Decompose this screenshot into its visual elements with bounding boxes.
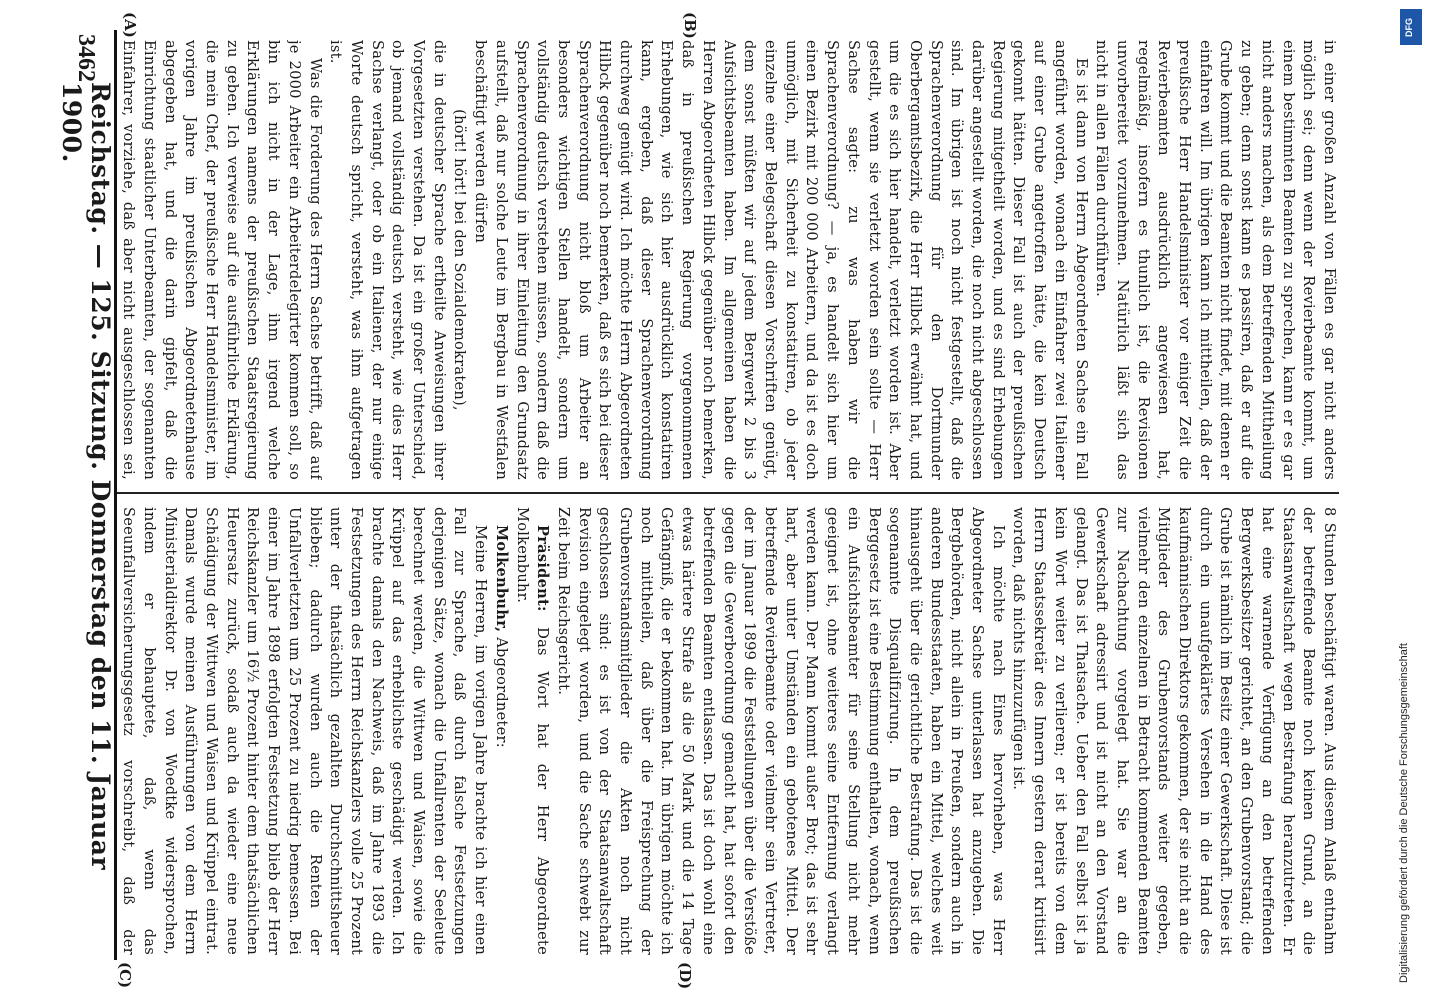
margin-mark-b: (B) <box>681 12 699 39</box>
dfg-logo <box>1400 9 1422 45</box>
speaker-president: Präsident: <box>534 525 552 612</box>
paragraph-text: Das Wort hat der Herr Abgeordnete Molkenbuhr. <box>513 507 552 955</box>
speaker-name: Molkenbuhr, <box>492 525 510 633</box>
page-header <box>57 34 115 960</box>
paragraph: Meine Herren, im vorigen Jahre brachte ich hier einen Fall zur Sprache, daß durch falsche Festsetzungen derjenigen Sätze, wonach die Unfallrenten der Seeleute berechnet werden, die Wittwen und Waisen, sowie die Krüppel auf das erheblichste geschädigt werden. Ich brachte damals den Nachweis, daß im Jahre 1893 die Festsetzungen des Herrn Reichskanzlers volle 25 Prozent unter der thatsächlich gezahlten Durchschnittsheuer blieben; dadurch wurden auch die Renten der Unfallverletzten um 25 Prozent zu niedrig bemessen. Bei einer im Jahre 1898 erfolgten Festsetzung blieb der Herr Reichskanzler um 16½ Prozent hinter dem thatsächlichen Heuersatz zurück, sodaß auch da wieder eine neue Schädigung der Wittwen und Waisen und Krüppel eintrat. Damals wurde meinen Ausführungen von dem Herrn Ministerialdirektor Dr. von Woedtke widersprochen, indem er behauptete, daß, wenn das Seeunfallversicherungsgesetz vorschreibt, daß der <box>120 507 490 955</box>
speaker-line <box>490 507 511 955</box>
paragraph-president <box>511 507 552 955</box>
page-number: 3462 <box>73 34 100 82</box>
paragraph: Ich möchte nach Eines hervorheben, was Herr Abgeordneter Sachse unterlassen hat anzugeben. Die Bergbehörden, nicht allein in Preußen, sondern auch in anderen Bundesstaaten, haben ein Mittel, welches weit hinausgeht über die gerichtliche Bestrafung. Das ist die sogenannte Disqualifizirung. In dem preußischen Berggesetz ist eine Bestimmung enthalten, wonach, wenn ein Aufsichtsbeamter für seine Stellung nicht mehr geeignet ist, ohne weiteres seine Entfernung verlangt werden kann. Der Mann kommt außer Brot; das ist sehr hart, aber unter Umständen ein gebotenes Mittel. Der betreffende Revierbeamte oder vielmehr sein Vertreter, der im Januar 1899 die Feststellungen über die Verstöße gegen die Gewerbeordnung gemacht hat, hat sofort den betreffenden Beamten entlassen. Das ist doch wohl eine etwas härtere Strafe als die 50 Mark und die 14 Tage Gefängniß, die er bekommen hat. Im übrigen möchte ich noch mittheilen, daß über die Freisprechung der Grubenvorstandsmitglieder die Akten noch nicht geschlossen sind: es ist von der Staatsanwaltschaft Revision eingelegt worden, und die Sache schwebt zur Zeit beim Reichsgericht. <box>554 507 1007 955</box>
paragraph: in einer großen Anzahl von Fällen es gar nicht anders möglich sei; denn wenn der Revierbeamte kommt, um einem bestimmten Beamten zu sprechen, kann er es gar nicht anders machen, als dem Betreffenden Mittheilung zu geben; denn sonst kann es passiren, daß er auf die Grube kommt und die Beamten nicht findet, mit denen er einfahren will. Im übrigen kann ich mittheilen, daß der preußische Herr Handelsminister vor einiger Zeit die Revierbeamten ausdrücklich angewiesen hat, regelmäßig, insofern es thunlich ist, die Revisionen unvorbereitet vorzunehmen. Natürlich läßt sich das nicht in allen Fällen durchführen. <box>1093 40 1338 480</box>
paragraph: 8 Stunden beschäftigt waren. Aus diesem Anlaß entnahm der betreffende Beamte noch keinen Grund, an die Staatsanwaltschaft wegen Bestrafung heranzutreten. Er hat eine warnende Verfügung an den betreffenden Bergwerksbesitzer gerichtet, an den Grubenvorstand; die Grube ist nämlich im Besitz einer Gewerkschaft. Diese ist durch ein unaufgeklärtes Versehen in die Hand des kaufmännischen Direktors gekommen, der sie nicht an die Mitglieder des Grubenvorstands weiter gegeben, vielmehr den einzelnen in Betracht kommenden Beamten zur Nachachtung vorgelegt hat. Sie war an die Gewerkschaft adressirt und ist nicht an den Vorstand gelangt. Das ist Thatsache. Ueber den Fall selbst ist ja kein Wort weiter zu verlieren; er ist bereits von dem Herrn Staatssekretär des Innern gestern derart kritisirt worden, daß nichts hinzuzufügen ist. <box>1010 507 1338 955</box>
digitization-strip <box>1392 3 1430 997</box>
interjection: (hört! hört! bei den Sozialdemokraten), <box>451 109 469 411</box>
speaker-role: Abgeordneter: <box>492 637 510 748</box>
column-divider <box>114 492 1339 494</box>
dfg-logo-text: DFG <box>1404 18 1414 37</box>
margin-mark-c: (C) <box>116 962 134 989</box>
left-column <box>117 40 1339 480</box>
digitization-note: Digitalisierung gefördert durch die Deutsche Forschungsgemeinschaft <box>1398 643 1410 983</box>
paragraph: Es ist dann von Herrn Abgeordneten Sachse ein Fall angeführt worden, wonach ein Einfahrer zwei Italiener auf einer Grube angetroffen hätte, die kein Deutsch gekonnt hätten. Dieser Fall ist auch der preußischen Regierung mitgetheilt worden, und es sind Erhebungen darüber angestellt worden, die noch nicht abgeschlossen sind. Im übrigen ist noch nicht festgestellt, daß die Sprachenverordnung für den Dortmunder Oberbergamtsbezirk, die Herr Hilbck erwähnt hat, und um die es sich hier handelt, verletzt worden ist. Aber gestellt, wenn sie verletzt worden sein sollte — Herr Sachse sagte: zu was haben wir die Sprachenverordnung? — ja, es handelt sich hier um einen Bezirk mit 200 000 Arbeitern, und da ist es doch unmöglich, mit Sicherheit zu konstatiren, ob jeder einzelne einer Belegschaft diesen Vorschriften genügt, dem sonst müßten wir auf jedem Bergwerk 2 bis 3 Aufsichtsbeamten haben. Im allgemeinen haben die Herren Abgeordneten Hilbck gegenüber noch bemerken, daß in preußischen Regierung vorgenommenen Erhebungen, wie sich hier ausdrücklich konstatiren kann, ergeben, daß dieser Sprachenverordnung durchweg genügt wird. Ich möchte Herrn Abgeordneten Hilbck gegenüber noch bemerken, daß es sich bei dieser Sprachenverordnung nicht bloß um Arbeiter an besonders wichtigen Stellen handelt, sondern um vollständig deutsch verstehen müssen, sondern daß die Sprachenverordnung in ihrer Einleitung den Grundsatz aufstellt, daß nur solche Leute im Bergbau in Westfalen beschäftigt werden dürfen <box>472 40 1090 480</box>
paragraph: Was die Forderung des Herrn Sachse betrifft, daß auf je 2000 Arbeiter ein Arbeiterdelegirter kommen soll, so bin ich nicht in der Lage, ihm irgend welche Erklärungen namens der preußischen Staatsregierung zu geben. Ich verweise auf die ausführliche Erklärung, die mein Chef, der preußische Herr Handelsminister, im vorigen Jahre im preußischen Abgeordnetenhause abgegeben hat, und die darin gipfelt, daß die Einrichtung staatlicher Unterbeamten, der sogenannten Einfahrer, vorziehe, daß aber nicht ausgeschlossen sei, <box>120 40 324 480</box>
right-column <box>117 507 1339 955</box>
margin-mark-a: (A) <box>121 12 139 38</box>
margin-mark-d: (D) <box>676 962 694 990</box>
page-title: Reichstag. — 125. Sitzung. Donnerstag den 11. Januar 1900. <box>57 82 115 871</box>
paragraph: die in deutscher Sprache ertheilte Anweisungen ihrer Vorgesetzten verstehen. Da ist ein großer Unterschied, ob jemand vollständig deutsch versteht, wie dies Herr Sachse verlangt, oder ob ein Italiener, der nur einige Worte deutsch spricht, versteht, was ihm aufgetragen ist. <box>327 40 448 480</box>
